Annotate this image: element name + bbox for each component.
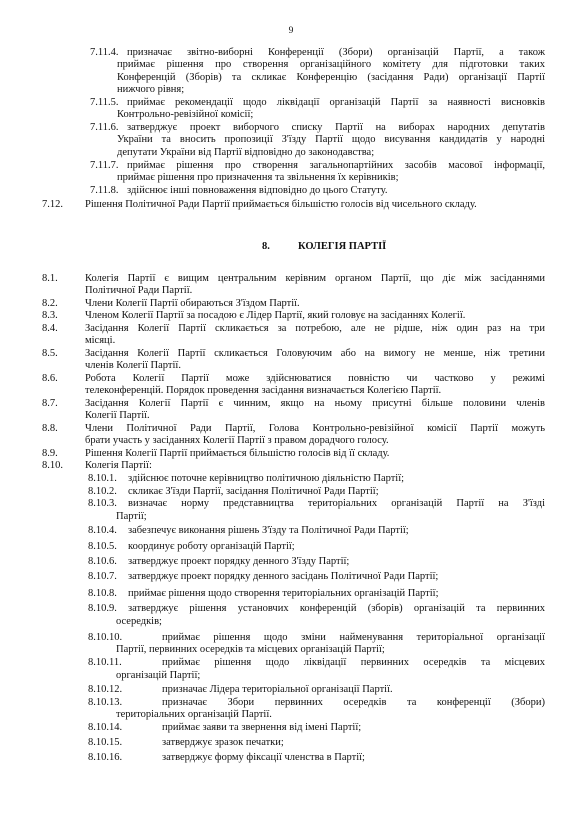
text-line: Колегія Партії: <box>85 460 152 471</box>
text-line: приймає рішення про призначення та звільнення їх керівників; <box>117 172 399 183</box>
text-line: приймає рішення про створення загальнопартійних засобів масової інформації, <box>127 160 545 171</box>
clause-number: 7.12. <box>42 199 63 210</box>
text-line: Політичної Ради Партії. <box>85 285 193 296</box>
text-line: призначає Збори первинних осередків та конференції (Збори) <box>162 697 545 708</box>
clause-number: 8.10.3. <box>88 498 117 509</box>
clause-number: 8.10.16. <box>88 752 123 763</box>
clause-number: 8.10.5. <box>88 541 117 552</box>
text-line: визначає норму представництва територіальних організацій Партії на З'їзді <box>128 498 545 509</box>
clause-number: 8.10.10. <box>88 632 123 643</box>
text-line: Засідання Колегії Партії скликається за потребою, але не рідше, ніж один раз на три <box>85 323 545 334</box>
clause-number: 8.10. <box>42 460 63 471</box>
text-line: осередків; <box>116 616 162 627</box>
clause-number: 8.1. <box>42 273 58 284</box>
clause-number: 7.11.5. <box>90 97 119 108</box>
text-line: Засідання Колегії Партії скликається Головуючим або на вимогу не менше, ніж третини <box>85 348 545 359</box>
text-line: місяці. <box>85 335 116 346</box>
clause-number: 8.10.4. <box>88 525 117 536</box>
text-line: членів Колегії Партії. <box>85 360 181 371</box>
text-line: приймає заяви та звернення від імені Партії; <box>162 722 362 733</box>
text-line: територіальних організацій Партії. <box>116 709 272 720</box>
clause-number: 8.10.9. <box>88 603 117 614</box>
text-line: Партії, первинних осередків та місцевих організацій Партії; <box>116 644 385 655</box>
text-line: України та вносить пропозиції З'їзду Партії щодо висування кандидатів у народні <box>117 134 545 145</box>
clause-number: 8.4. <box>42 323 58 334</box>
text-line: Партії; <box>116 511 147 522</box>
clause-number: 7.11.7. <box>90 160 119 171</box>
clause-number: 8.10.12. <box>88 684 123 695</box>
text-line: здійснює інші повноваження відповідно до цього Статуту. <box>127 185 388 196</box>
text-line: здійснює поточне керівництво політичною діяльністю Партії; <box>128 473 405 484</box>
text-line: Колегії Партії. <box>85 410 150 421</box>
clause-number: 7.11.8. <box>90 185 119 196</box>
clause-number: 8.10.7. <box>88 571 117 582</box>
clause-number: 8.10.6. <box>88 556 117 567</box>
text-line: забезпечує виконання рішень З'їзду та Політичної Ради Партії; <box>128 525 409 536</box>
clause-number: 8.6. <box>42 373 58 384</box>
clause-number: 8.9. <box>42 448 58 459</box>
clause-number: 7.11.6. <box>90 122 119 133</box>
text-line: Рішення Колегії Партії приймається більшістю голосів від її складу. <box>85 448 390 459</box>
clause-number: 8.8. <box>42 423 58 434</box>
clause-number: 8.5. <box>42 348 58 359</box>
text-line: брати участь у засіданнях Колегії Партії з правом дорадчого голосу. <box>85 435 389 446</box>
text-line: затверджує зразок печатки; <box>162 737 284 748</box>
clause-number: 8.10.15. <box>88 737 123 748</box>
text-line: нижчого рівня; <box>117 84 185 95</box>
text-line: приймає рекомендації щодо ліквідації організацій Партії за наявності висновків <box>127 97 545 108</box>
text-line: призначає звітно-виборні Конференції (Збори) організацій Партії, а також <box>127 47 545 58</box>
section-number: 8. <box>262 241 270 252</box>
text-line: Членом Колегії Партії за посадою є Лідер Партії, який головує на засіданнях Колегії. <box>85 310 466 321</box>
text-line: Члени Політичної Ради Партії, Голова Контрольно-ревізійної комісії Партії можуть <box>85 423 545 434</box>
clause-number: 8.10.1. <box>88 473 117 484</box>
text-line: Колегія Партії є вищим центральним керівним органом Партії, що діє між засіданнями <box>85 273 545 284</box>
text-line: приймає рішення щодо ліквідації первинних осередків та місцевих <box>162 657 545 668</box>
text-line: організацій Партії; <box>116 670 201 681</box>
text-line: затверджує рішення установчих конференцій (зборів) організацій та первинних <box>128 603 545 614</box>
clause-number: 8.10.13. <box>88 697 123 708</box>
page-number: 9 <box>288 26 294 36</box>
text-line: приймає рішення щодо створення територіальних організацій Партії; <box>128 588 439 599</box>
text-line: Конференцій (Зборів) та скликає Конференцію (засідання Ради) організації Партії <box>117 72 545 83</box>
clause-number: 8.10.14. <box>88 722 123 733</box>
section-title: КОЛЕГІЯ ПАРТІЇ <box>298 241 387 252</box>
text-line: телеконференцій. Порядок проведення засідання визначається Колегією Партії. <box>85 385 442 396</box>
clause-number: 7.11.4. <box>90 47 119 58</box>
text-line: координує роботу організацій Партії; <box>128 541 295 552</box>
text-line: приймає рішення про створення організаційного комітету для підготовки таких <box>117 59 545 70</box>
clause-number: 8.2. <box>42 298 58 309</box>
text-line: Рішення Політичної Ради Партії приймається більшістю голосів від чисельного складу. <box>85 199 477 210</box>
text-line: скликає З'їзди Партії, засідання Політичної Ради Партії; <box>128 486 379 497</box>
text-line: приймає рішення щодо зміни найменування територіальної організації <box>162 632 545 643</box>
text-line: затверджує форму фіксації членства в Партії; <box>162 752 365 763</box>
text-line: затверджує проект порядку денного З'їзду Партії; <box>128 556 350 567</box>
text-line: затверджує проект виборчого списку Партії на виборах народних депутатів <box>127 122 545 133</box>
text-line: Члени Колегії Партії обираються З'їздом Партії. <box>85 298 300 309</box>
text-line: депутати України від Партії відповідно до законодавства; <box>117 147 375 158</box>
clause-number: 8.10.11. <box>88 657 122 668</box>
clause-number: 8.10.8. <box>88 588 117 599</box>
clause-number: 8.7. <box>42 398 58 409</box>
clause-number: 8.10.2. <box>88 486 117 497</box>
text-line: Контрольно-ревізійної комісії; <box>117 109 254 120</box>
text-line: призначає Лідера територіальної організації Партії. <box>162 684 393 695</box>
text-line: Робота Колегії Партії може здійснюватися повністю чи частково у режимі <box>85 373 545 384</box>
text-line: Засідання Колегії Партії є чинним, якщо на ньому присутні більше половини членів <box>85 398 545 409</box>
clause-number: 8.3. <box>42 310 58 321</box>
text-line: затверджує проект порядку денного засідань Політичної Ради Партії; <box>128 571 439 582</box>
